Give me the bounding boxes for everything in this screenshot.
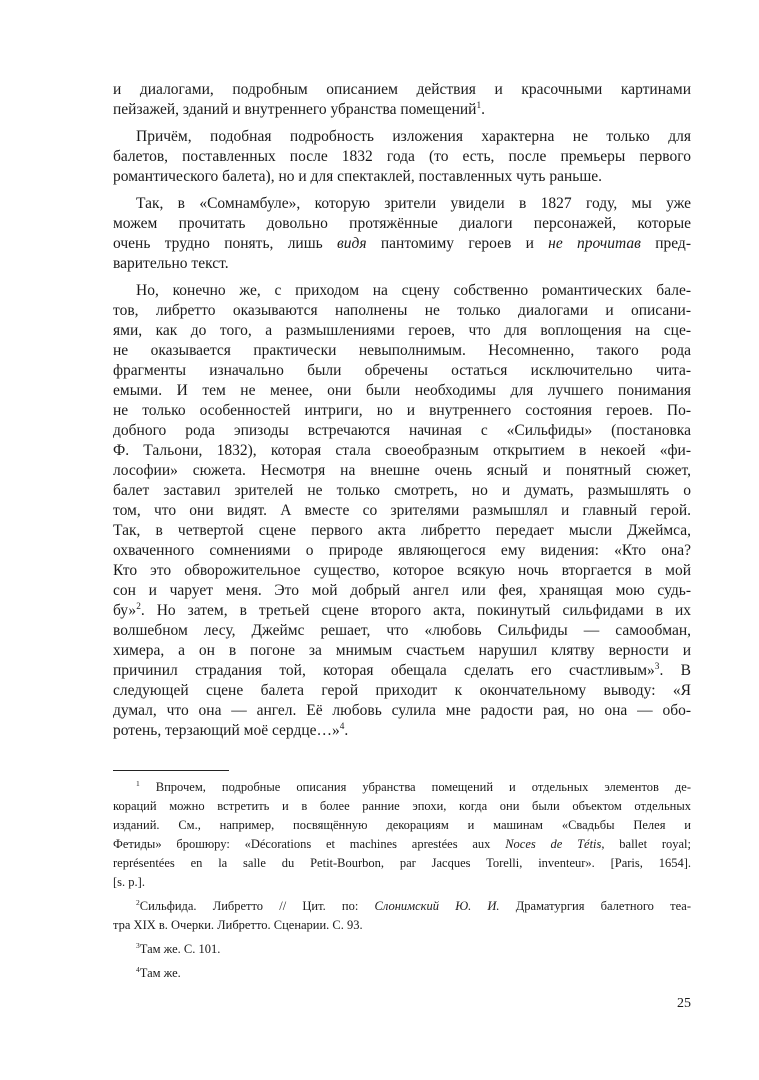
text-segment: , ballet royal; <box>601 837 691 851</box>
text-line <box>113 147 691 167</box>
text-line <box>113 481 691 501</box>
text-segment: добного рода эпизоды встречаются начиная с «Сильфиды» (постановка <box>113 422 691 439</box>
text-segment: не только особенностей интриги, но и внутреннего состояния героев. По- <box>113 402 691 419</box>
text-segment: ротень, терзающий моё сердце…» <box>113 722 340 739</box>
text-segment: Кто это обворожительное существо, которое всякую ночь вторгается в мой <box>113 562 691 579</box>
text-segment: Так, в четвертой сцене первого акта либретто передает мысли Джеймса, <box>113 522 691 539</box>
text-segment: Там же. С. 101. <box>139 942 221 956</box>
italic-text: видя <box>337 235 367 252</box>
text-line <box>113 721 691 741</box>
text-segment: фрагменты изначально были обречены остаться исключительно чита- <box>113 362 691 379</box>
text-segment: Там же. <box>139 966 181 980</box>
text-segment: ями, как до того, а размышлениями героев, что для воплощения на сце- <box>113 322 691 339</box>
footnote-ref: 3 <box>654 661 660 672</box>
text-segment: бу» <box>113 602 137 619</box>
text-line <box>113 641 691 661</box>
text-segment: тов, либретто оказываются наполнены не только диалогами и описани- <box>113 302 691 319</box>
footnote-line <box>136 940 691 958</box>
text-line <box>113 461 691 481</box>
footnote-ref: 4 <box>136 964 140 974</box>
text-line <box>113 501 691 521</box>
text-segment: Сильфида. Либретто // Цит. по: <box>139 899 375 913</box>
text-segment: лософии» сюжета. Несмотря на внешне очень ясный и понятный сюжет, <box>113 462 691 479</box>
footnote-line <box>136 778 691 796</box>
footnote-divider <box>113 770 229 771</box>
footnote-line <box>113 835 691 853</box>
text-segment: Но, конечно же, с приходом на сцену собственно романтических бале- <box>136 282 691 299</box>
text-segment: сон и чарует меня. Это мой добрый ангел или фея, хранящая мою судь- <box>113 582 691 599</box>
text-segment: и диалогами, подробным описанием действия и красочными картинами <box>113 81 691 98</box>
text-segment: Ф. Тальони, 1832), которая стала своеобразным открытием в некоей «фи- <box>113 442 691 459</box>
text-line <box>113 361 691 381</box>
text-segment: тра XIX в. Очерки. Либретто. Сценарии. С. 93. <box>113 918 363 932</box>
text-segment: не оказывается практически невыполнимым. Несомненно, такого рода <box>113 342 691 359</box>
text-segment: думал, что она — ангел. Её любовь сулила мне радости рая, но она — обо- <box>113 702 691 719</box>
text-segment: изданий. См., например, посвящённую декорациям и машинам «Свадьбы Пелея и <box>113 818 691 832</box>
text-segment: Драматургия балетного теа- <box>499 899 691 913</box>
footnote-line <box>136 964 691 982</box>
text-line <box>113 621 691 641</box>
footnote-line <box>113 873 691 891</box>
text-line <box>113 301 691 321</box>
footnote-ref: 2 <box>136 897 140 907</box>
text-line <box>113 341 691 361</box>
italic-text: Слонимский Ю. И. <box>374 899 500 913</box>
text-line <box>136 281 691 301</box>
text-segment: том, что они видят. А вместе со зрителями размышлял и главный герой. <box>113 502 691 519</box>
text-line <box>113 521 691 541</box>
footnote-ref: 3 <box>136 940 140 950</box>
text-line <box>113 441 691 461</box>
text-segment: représentées en la salle du Petit-Bourbon, par Jacques Torelli, inventeur». [Paris, 1654]. <box>113 856 691 870</box>
text-segment: пантомиму героев и <box>366 235 549 252</box>
italic-text: Noces de Tétis <box>505 837 602 851</box>
text-line <box>113 601 691 621</box>
text-segment: балет заставил зрителей не только смотреть, но и думать, размышлять о <box>113 482 691 499</box>
text-segment: волшебном лесу, Джеймс решает, что «любовь Сильфиды — самообман, <box>113 622 691 639</box>
text-segment: пейзажей, зданий и внутреннего убранства помещений <box>113 101 477 118</box>
text-segment: Причём, подобная подробность изложения характерна не только для <box>136 128 691 145</box>
text-segment: охваченного сомнениями о природе являющегося ему видения: «Кто она? <box>113 542 691 559</box>
text-segment: [s. p.]. <box>113 875 145 889</box>
text-segment: Впрочем, подробные описания убранства помещений и отдельных элементов де- <box>139 780 691 794</box>
text-segment: Так, в «Сомнамбуле», которую зрители увидели в 1827 году, мы уже <box>136 195 691 212</box>
footnote-line <box>113 816 691 834</box>
footnote-ref: 1 <box>136 778 140 788</box>
text-segment: причинил страдания той, которая обещала сделать его счастливым» <box>113 662 655 679</box>
text-line <box>113 100 691 120</box>
text-line <box>113 701 691 721</box>
text-line <box>113 381 691 401</box>
footnote-line <box>113 797 691 815</box>
text-segment: химера, а он в погоне за мнимым счастьем нарушил клятву верности и <box>113 642 691 659</box>
text-segment: очень трудно понять, лишь <box>113 235 338 252</box>
text-line <box>113 661 691 681</box>
text-segment: . <box>481 101 486 118</box>
text-line <box>113 401 691 421</box>
text-segment: емыми. И тем не менее, они были необходимы для лучшего понимания <box>113 382 691 399</box>
text-line <box>113 234 691 254</box>
text-line <box>113 561 691 581</box>
text-line <box>136 194 691 214</box>
text-segment: романтического балета), но и для спектаклей, поставленных чуть раньше. <box>113 168 603 185</box>
text-line <box>136 127 691 147</box>
footnote-line <box>113 854 691 872</box>
text-segment: варительно текст. <box>113 255 229 272</box>
footnote-ref: 2 <box>136 601 141 612</box>
footnote-line <box>136 897 691 915</box>
text-line <box>113 214 691 234</box>
text-line <box>113 321 691 341</box>
footnote-ref: 1 <box>476 100 482 111</box>
text-line <box>113 681 691 701</box>
text-line <box>113 80 691 100</box>
footnote-line <box>113 916 691 934</box>
text-line <box>113 541 691 561</box>
text-line <box>113 581 691 601</box>
text-segment: пред- <box>640 235 691 252</box>
text-segment: можем прочитать довольно протяжённые диалоги персонажей, которые <box>113 215 691 232</box>
text-segment: следующей сцене балета герой приходит к окончательному выводу: «Я <box>113 682 691 699</box>
italic-text: не прочитав <box>548 235 641 252</box>
text-segment: . Но затем, в третьей сцене второго акта, покинутый сильфидами в их <box>140 602 691 619</box>
text-line <box>113 167 691 187</box>
text-segment: Фетиды» брошюру: «Décorations et machines aprestées aux <box>113 837 506 851</box>
text-segment: кораций можно встретить и в более ранние эпохи, когда они были объектом отдельных <box>113 799 691 813</box>
text-segment: . В <box>659 662 691 679</box>
footnote-ref: 4 <box>339 721 345 732</box>
text-segment: . <box>344 722 349 739</box>
text-line <box>113 421 691 441</box>
text-segment: балетов, поставленных после 1832 года (то есть, после премьеры первого <box>113 148 691 165</box>
page-number: 25 <box>677 996 691 1011</box>
text-line <box>113 254 691 274</box>
